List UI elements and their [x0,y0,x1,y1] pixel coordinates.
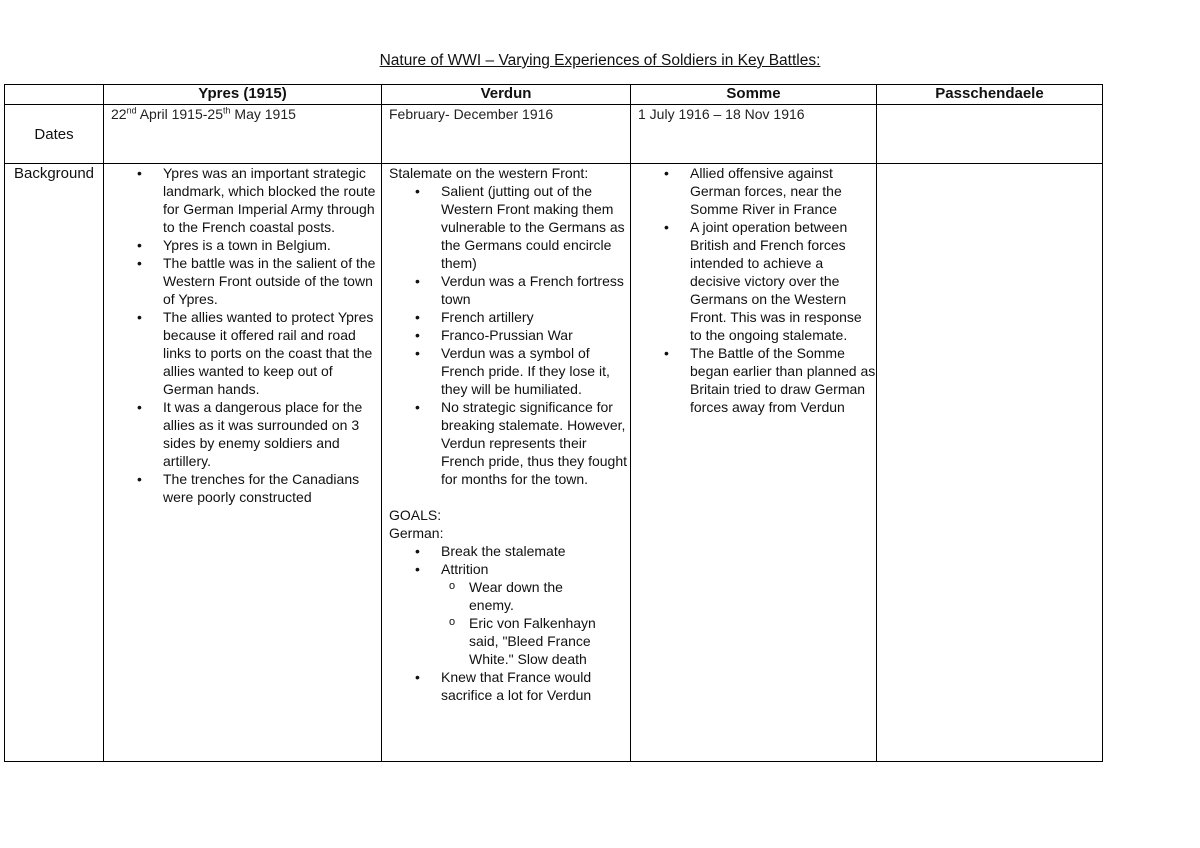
verdun-dates: February- December 1916 [382,105,631,164]
ypres-background [104,164,382,762]
verdun-intro: Stalemate on the western Front: [389,165,589,181]
list-item: • The Battle of the Somme began earlier than planned as Britain tried to draw German forces away from Verdun [638,344,876,416]
dates-label: Dates [5,105,104,164]
header-empty [5,85,104,105]
background-row [5,164,1103,762]
list-item: • Break the stalemate [389,542,630,560]
list-item: • The trenches for the Canadians were poorly constructed [111,470,381,506]
list-item: • No strategic significance for breaking stalemate. However, Verdun represents their French pride, thus they fought for months for the town. [389,398,630,488]
passchendaele-background [877,164,1103,762]
list-item: • Verdun was a symbol of French pride. If they lose it, they will be humiliated. [389,344,630,398]
dates-row [5,105,1103,164]
list-item: • Allied offensive against German forces, near the Somme River in France [638,164,876,218]
somme-dates: 1 July 1916 – 18 Nov 1916 [631,105,877,164]
header-verdun: Verdun [382,85,631,105]
header-row [5,85,1103,105]
sub-list-item: o Wear down the enemy. [389,578,630,614]
list-item: • Knew that France would sacrifice a lot for Verdun [389,668,630,704]
list-item: • The battle was in the salient of the Western Front outside of the town of Ypres. [111,254,381,308]
background-label: Background [5,164,104,762]
battles-table [4,84,1103,762]
list-item: • Ypres was an important strategic landmark, which blocked the route for German Imperial Army through to the French coastal posts. [111,164,381,236]
somme-background [631,164,877,762]
header-passchendaele: Passchendaele [877,85,1103,105]
list-item: • French artillery [389,308,630,326]
list-item: • It was a dangerous place for the allies as it was surrounded on 3 sides by enemy soldiers and artillery. [111,398,381,470]
header-ypres: Ypres (1915) [104,85,382,105]
list-item: • Attrition o Wear down the enemy. o Eric von Falkenhayn said, "Bleed France White." Slow death [389,560,630,668]
list-item: • The allies wanted to protect Ypres because it offered rail and road links to ports on the coast that the allies wanted to keep out of German hands. [111,308,381,398]
list-item: • A joint operation between British and French forces intended to achieve a decisive victory over the Germans on the Western Front. This was in response to the ongoing stalemate. [638,218,876,344]
verdun-background [382,164,631,762]
goals-heading: GOALS: [389,507,442,523]
german-heading: German: [389,525,444,541]
header-somme: Somme [631,85,877,105]
list-item: • Ypres is a town in Belgium. [111,236,381,254]
list-item: • Franco-Prussian War [389,326,630,344]
sub-list-item: o Eric von Falkenhayn said, "Bleed France White." Slow death [389,614,630,668]
list-item: • Salient (jutting out of the Western Front making them vulnerable to the Germans as the Germans could encircle them) [389,182,630,272]
list-item: • Verdun was a French fortress town [389,272,630,308]
passchendaele-dates [877,105,1103,164]
page-title: Nature of WWI – Varying Experiences of Soldiers in Key Battles: [379,52,821,69]
ypres-dates: 22nd April 1915-25th May 1915 [104,105,382,164]
